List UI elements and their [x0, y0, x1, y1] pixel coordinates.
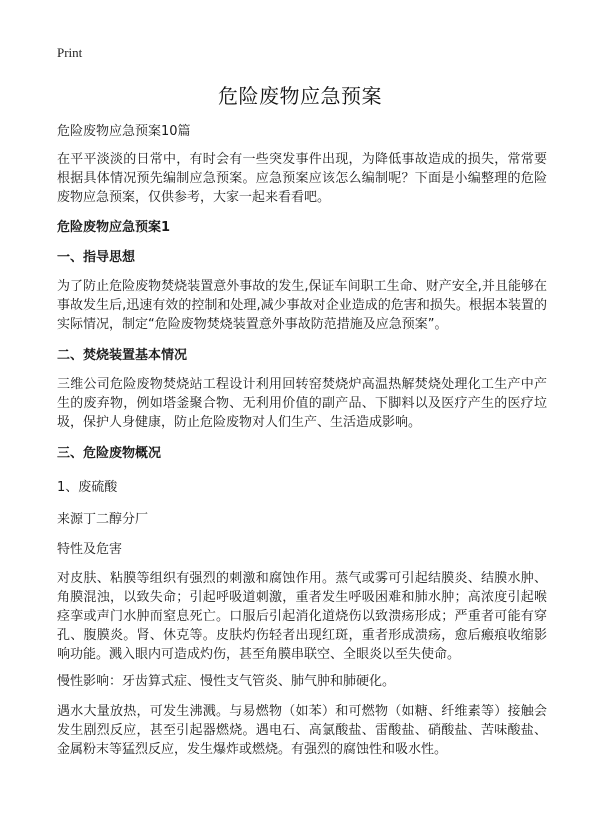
- paragraph-incinerator-basics: 三维公司危险废物焚烧站工程设计利用回转窑焚烧炉高温热解焚烧处理化工生产中产生的废弃物，例如塔釜聚合物、无利用价值的副产品、下脚料以及医疗产生的医疗垃圾，保护人身健康，防止危险废物对人们生产、生活造成影响。: [57, 377, 547, 430]
- print-link[interactable]: Print: [57, 45, 83, 60]
- paragraph-hazards: 对皮肤、粘膜等组织有强烈的刺激和腐蚀作用。蒸气或雾可引起结膜炎、结膜水肿、角膜混浊，以致失命；引起呼吸道刺激，重者发生呼吸困难和肺水肿；高浓度引起喉痉挛或声门水肿而窒息死亡。口服后引起消化道烧伤以致溃疡形成；严重者可能有穿孔、腹膜炎。肾、休克等。皮肤灼伤轻者出现红斑，重者形成溃疡，愈后瘢痕收缩影响功能。溅入眼内可造成灼伤，甚至角膜串联空、全眼炎以至失使命。: [57, 571, 547, 662]
- hazard-label: 特性及危害: [57, 542, 123, 557]
- section-title: 危险废物应急预案1: [57, 220, 171, 235]
- waste-source: 来源丁二醇分厂: [57, 512, 149, 527]
- heading-guiding-principle: 一、指导思想: [57, 250, 136, 265]
- heading-waste-overview: 三、危险废物概况: [57, 446, 162, 461]
- paragraph-chronic-effects: 慢性影响：牙齿算式症、慢性支气管炎、肺气肿和肺硬化。: [57, 674, 396, 689]
- heading-incinerator-basics: 二、焚烧装置基本情况: [57, 348, 188, 363]
- intro-paragraph: 在平平淡淡的日常中，有时会有一些突发事件出现，为降低事故造成的损失，常常要根据具体情况预先编制应急预案。应急预案应该怎么编制呢？下面是小编整理的危险废物应急预案，仅供参考，大家一起来看看吧。: [57, 152, 547, 205]
- paragraph-guiding-principle: 为了防止危险废物焚烧装置意外事故的发生,保证车间职工生命、财产安全,并且能够在事故发生后,迅速有效的控制和处理,减少事故对企业造成的危害和损失。根据本装置的实际情况，制定“危险废物焚烧装置意外事故防范措施及应急预案”。: [57, 279, 547, 332]
- item-waste-sulfuric-acid: 1、废硫酸: [57, 480, 118, 495]
- paragraph-reactivity: 遇水大量放热，可发生沸溅。与易燃物（如苯）和可燃物（如糖、纤维素等）接触会发生剧烈反应，甚至引起器燃烧。遇电石、高氯酸盐、雷酸盐、硝酸盐、苦味酸盐、金属粉末等猛烈反应，发生爆炸或燃烧。有强烈的腐蚀性和吸水性。: [57, 704, 547, 757]
- page-title: 危险废物应急预案: [218, 84, 382, 108]
- subtitle: 危险废物应急预案10篇: [57, 124, 191, 139]
